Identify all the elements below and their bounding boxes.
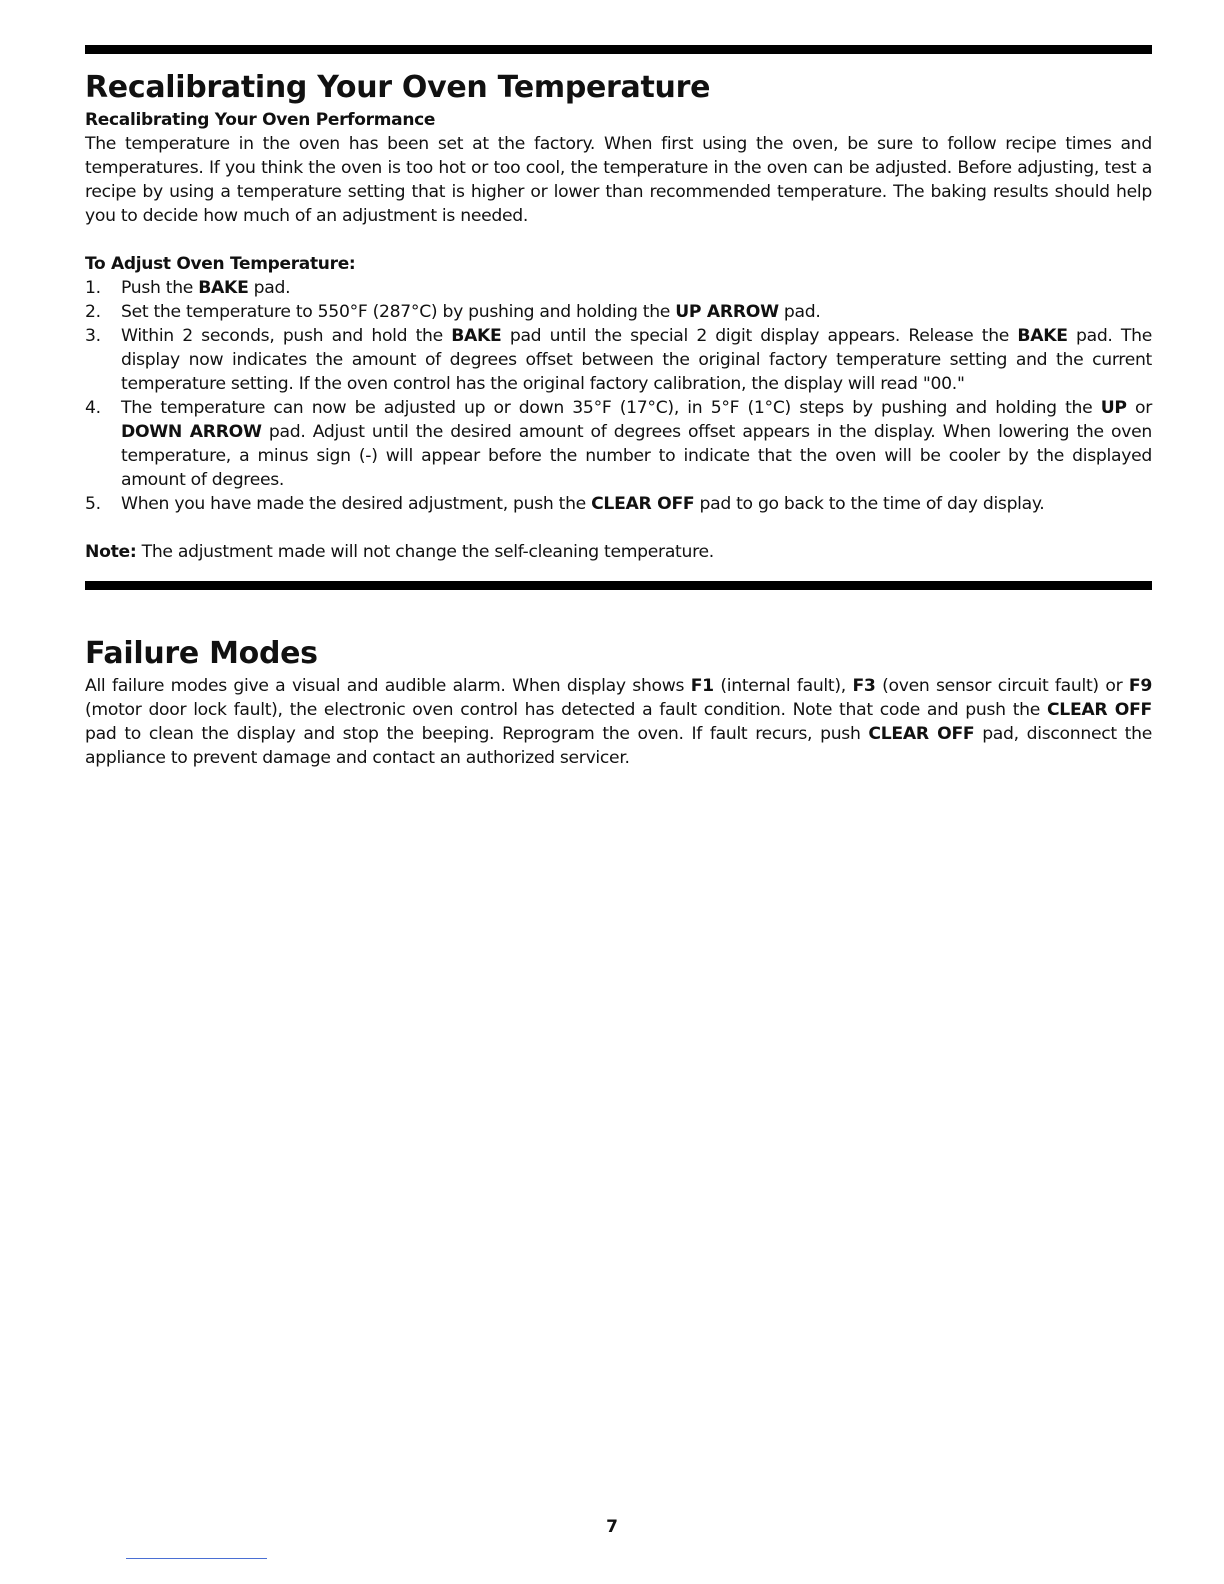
key-clear-off: CLEAR OFF — [591, 494, 695, 514]
note-text: The adjustment made will not change the self-cleaning temperature. — [136, 542, 714, 562]
step-item: 3. Within 2 seconds, push and hold the BAKE pad until the special 2 digit display appears. Release the BAKE pad. The display now indicates the amount of degrees offset between the original factory temperature setting and the current temperature setting. If the oven control has the original factory calibration, the display will read "00." — [85, 326, 1152, 394]
subsection-title-performance: Recalibrating Your Oven Performance — [85, 110, 436, 130]
adjust-steps-list — [85, 276, 1152, 516]
step-number: 2. — [85, 302, 101, 322]
section-title-recalibrating: Recalibrating Your Oven Temperature — [85, 70, 711, 105]
section-divider — [85, 581, 1152, 590]
top-divider — [85, 45, 1152, 54]
step-item: 4. The temperature can now be adjusted up or down 35°F (17°C), in 5°F (1°C) steps by pushing and holding the UP or DOWN ARROW pad. Adjust until the desired amount of degrees offset appears in the display. When lowering the oven temperature, a minus sign (-) will appear before the number to indicate that the oven will be cooler by the displayed amount of degrees. — [85, 398, 1152, 490]
key-clear-off: CLEAR OFF — [868, 724, 975, 744]
intro-paragraph: The temperature in the oven has been set at the factory. When first using the oven, be sure to follow recipe times and temperatures. If you think the oven is too hot or too cool, the temperature in the oven can be adjusted. Before adjusting, test a recipe by using a temperature setting that is higher or lower than recommended temperature. The baking results should help you to decide how much of an adjustment is needed. — [85, 134, 1152, 226]
step-number: 5. — [85, 494, 101, 514]
step-item: 2. Set the temperature to 550°F (287°C) by pushing and holding the UP ARROW pad. — [85, 302, 821, 322]
code-f1: F1 — [690, 676, 714, 696]
key-bake: BAKE — [1017, 326, 1068, 346]
page-number: 7 — [606, 1517, 618, 1537]
step-number: 4. — [85, 398, 101, 418]
code-f3: F3 — [852, 676, 876, 696]
note-label: Note: — [85, 542, 137, 562]
key-bake: BAKE — [198, 278, 249, 298]
subsection-title-adjust: To Adjust Oven Temperature: — [85, 254, 356, 274]
step-item: 5. When you have made the desired adjustment, push the CLEAR OFF pad to go back to the time of day display. — [85, 494, 1045, 514]
code-f9: F9 — [1128, 676, 1152, 696]
step-item: 1. Push the BAKE pad. — [85, 278, 291, 298]
note-paragraph — [85, 540, 1152, 564]
key-up-arrow: UP ARROW — [675, 302, 779, 322]
key-clear-off: CLEAR OFF — [1046, 700, 1152, 720]
section-title-failure-modes: Failure Modes — [85, 636, 318, 671]
step-number: 3. — [85, 326, 101, 346]
step-number: 1. — [85, 278, 101, 298]
footer-link-underline — [126, 1558, 267, 1559]
key-up: UP — [1100, 398, 1127, 418]
failure-modes-paragraph: All failure modes give a visual and audible alarm. When display shows F1 (internal fault), F3 (oven sensor circuit fault) or F9 (motor door lock fault), the electronic oven control has detected a fault condition. Note that code and push the CLEAR OFF pad to clean the display and stop the beeping. Reprogram the oven. If fault recurs, push CLEAR OFF pad, disconnect the appliance to prevent damage and contact an authorized servicer. — [85, 676, 1152, 768]
key-bake: BAKE — [451, 326, 502, 346]
key-down-arrow: DOWN ARROW — [121, 422, 262, 442]
